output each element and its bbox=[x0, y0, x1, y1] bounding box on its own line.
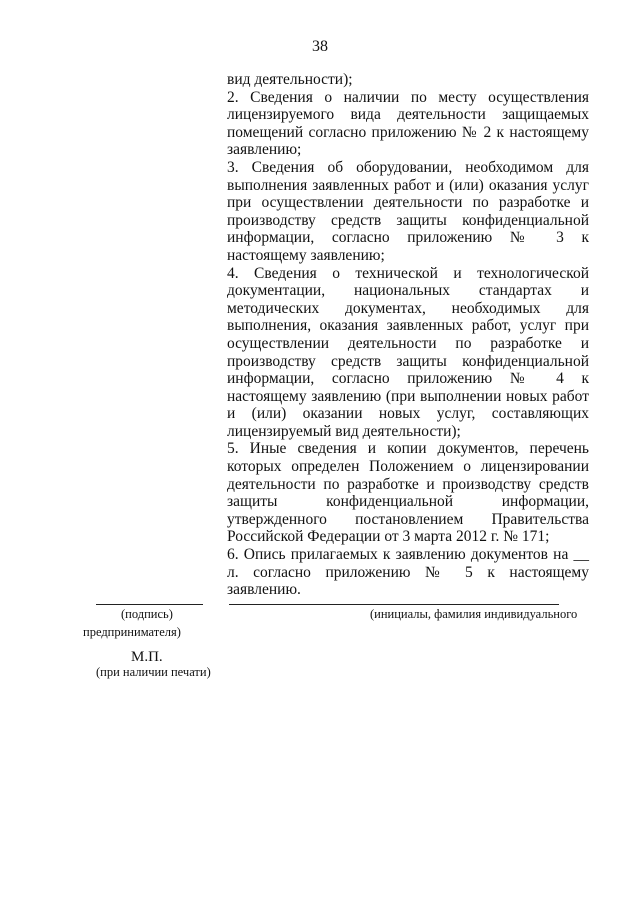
paragraph-continuation: вид деятельности); bbox=[227, 71, 353, 88]
page-number: 38 bbox=[312, 38, 328, 55]
paragraph-item-6: 6. Опись прилагаемых к заявлению документов на __ л. согласно приложению № 5 к настоящему заявлению. bbox=[227, 546, 589, 599]
initials-caption: (инициалы, фамилия индивидуального bbox=[370, 607, 578, 621]
paragraph-item-4: 4. Сведения о технической и технологической документации, национальных стандартах и методических документах, необходимых для выполнения, оказания заявленных работ, услуг при осуществлении деятельности по разработке и производству средств защиты конфиденциальной информации, согласно приложению № 4 к настоящему заявлению (при выполнении новых работ и (или) оказании новых услуг, составляющих лицензируемый вид деятельности); bbox=[227, 264, 589, 440]
paragraph-item-2: 2. Сведения о наличии по месту осуществления лицензируемого вида деятельности защищаемых помещений согласно приложению № 2 к настоящему заявлению; bbox=[227, 88, 589, 159]
signature-caption: (подпись) bbox=[121, 607, 173, 621]
signature-line bbox=[96, 604, 203, 605]
stamp-label: М.П. bbox=[131, 649, 163, 665]
paragraph-item-5: 5. Иные сведения и копии документов, перечень которых определен Положением о лицензировании деятельности по разработке и производству средств защиты конфиденциальной информации, утвержденного постановлением Правительства Российской Федерации от 3 марта 2012 г. № 171; bbox=[227, 440, 589, 546]
paragraph-item-3: 3. Сведения об оборудовании, необходимом для выполнения заявленных работ и (или) оказания услуг при осуществлении деятельности по разработке и производству средств защиты конфиденциальной информации, согласно приложению № 3 к настоящему заявлению; bbox=[227, 158, 589, 264]
document-body bbox=[227, 71, 589, 599]
stamp-caption: (при наличии печати) bbox=[96, 665, 211, 679]
initials-caption-continuation: предпринимателя) bbox=[83, 625, 181, 639]
initials-line bbox=[229, 604, 559, 605]
